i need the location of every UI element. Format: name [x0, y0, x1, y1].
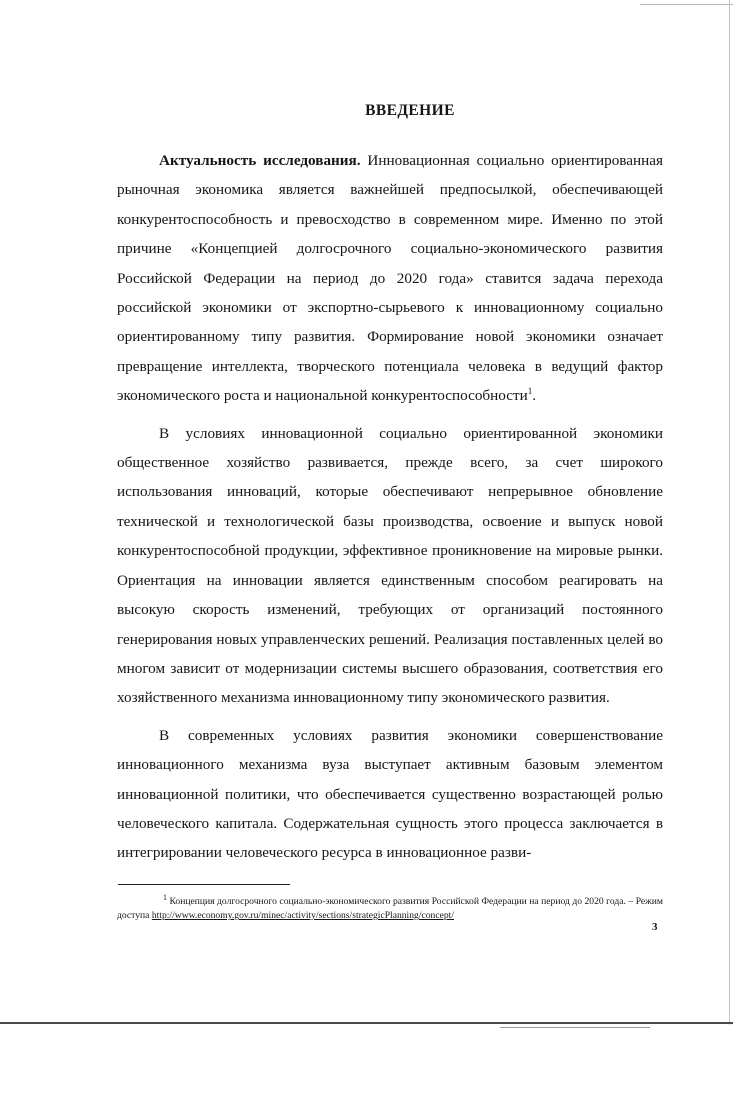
- scan-artifact-top-line: [640, 4, 733, 5]
- footnote-link[interactable]: http://www.economy.gov.ru/minec/activity/sections/strategicPlanning/concept/: [151, 910, 454, 922]
- footnote-number: 1: [163, 893, 167, 902]
- footnote-separator: [118, 884, 290, 885]
- paragraph-text: Инновационная социально ориентированная рыночная экономика является важнейшей предпосылкой, обеспечивающей конкурентоспособность и превосходство в современном мире. Именно по этой причине «Концепцией долгосрочного социально-экономического развития Российской Федерации на период до 2020 года» ставится задача перехода российской экономики от экспортно-сырьевого к инновационному социально ориентированному типу развития. Формирование новой экономики означает превращение интеллекта, творческого потенциала человека в ведущий фактор экономического роста и национальной конкурентоспособности: [117, 152, 663, 405]
- footnote-reference[interactable]: 1: [527, 386, 533, 397]
- paragraph-lead: Актуальность исследования.: [159, 152, 361, 169]
- main-text: [117, 146, 663, 876]
- paragraph-relevance: [117, 146, 663, 411]
- scan-artifact-bottom-edge: [0, 1022, 733, 1024]
- paragraph-tail: .: [532, 387, 537, 405]
- footnote: [117, 891, 663, 923]
- page-heading: ВВЕДЕНИЕ: [365, 102, 455, 119]
- paragraph-innovation-economy: В условиях инновационной социально ориентированной экономики общественное хозяйство развивается, прежде всего, за счет широкого использования инноваций, которые обеспечивают непрерывное обновление технической и технологической базы производства, освоение и выпуск новой конкурентоспособной продукции, эффективное проникновение на мировые рынки. Ориентация на инновации является единственным способом реагировать на высокую скорость изменений, требующих от организаций постоянного генерирования новых управленческих решений. Реализация поставленных целей во многом зависит от модернизации системы высшего образования, соответствия его хозяйственного механизма инновационному типу экономического развития.: [117, 424, 663, 707]
- scan-artifact-right-edge: [729, 0, 730, 1025]
- scan-artifact-bottom-line: [500, 1027, 650, 1028]
- paragraph-university-mechanism: В современных условиях развития экономики совершенствование инновационного механизма вуза выступает активным базовым элементом инновационной политики, что обеспечивается существенно возрастающей ролью человеческого капитала. Содержательная сущность этого процесса заключается в интегрировании человеческого ресурса в инновационное разви-: [117, 726, 663, 862]
- footnote-body: [117, 891, 663, 923]
- footnote-text: Концепция долгосрочного социально-экономического развития Российской Федерации на период до 2020 года. – Режим доступа: [117, 896, 663, 922]
- page-number: 3: [652, 921, 658, 933]
